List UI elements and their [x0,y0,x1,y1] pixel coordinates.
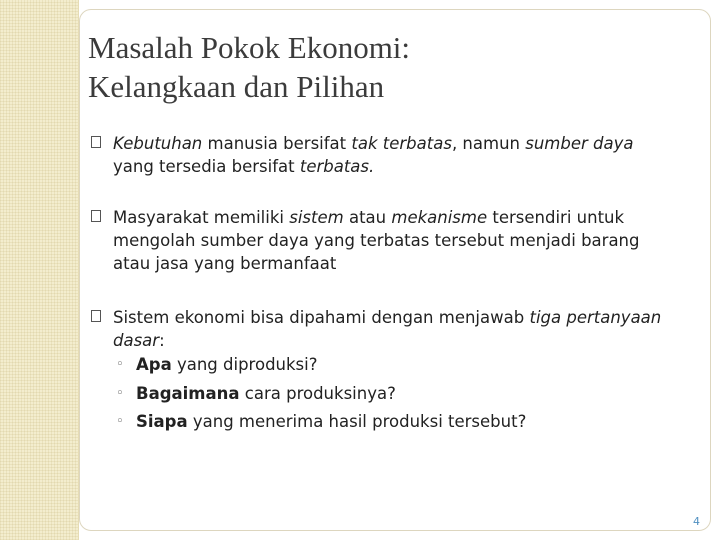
bullet3-part1: Sistem ekonomi bisa dipahami dengan menjawab [113,308,530,327]
sub-item-apa [116,353,656,376]
circle-bullet-icon: ◦ [116,357,124,372]
sub-item-siapa [116,410,656,433]
bullet1-part4: , namun [451,134,526,153]
bullet-kebutuhan [113,132,673,178]
bullet-sistem-ekonomi [113,306,673,352]
square-bullet-icon [91,136,101,148]
bullet1-part2: manusia bersifat [202,134,352,153]
sub-item-text: yang diproduksi? [171,355,318,374]
bullet3-part2: tiga pertanyaan dasar [113,308,662,350]
bullet3-part3: : [159,331,165,350]
sub-item-bold: Bagaimana [136,384,240,403]
sub-item-text: cara produksinya? [239,384,396,403]
bullet1-part6: yang tersedia bersifat [113,157,300,176]
square-bullet-icon [91,210,101,222]
bullet2-part1: Masyarakat memiliki [113,208,290,227]
bullet1-part3: tak terbatas [351,134,452,153]
sub-item-bold: Siapa [136,412,188,431]
bullet2-part5: tersendiri untuk mengolah sumber daya yang terbatas tersebut menjadi barang atau jasa yang bermanfaat [113,208,640,273]
bullet2-part3: atau [343,208,392,227]
slide-title [88,28,688,106]
sub-item-text: yang menerima hasil produksi tersebut? [187,412,527,431]
bullet2-part4: mekanisme [391,208,488,227]
circle-bullet-icon: ◦ [116,414,124,429]
bullet2-part2: sistem [289,208,344,227]
square-bullet-icon [91,310,101,322]
sub-item-bold: Apa [136,355,172,374]
circle-bullet-icon: ◦ [116,386,124,401]
bullet1-part1: Kebutuhan [113,134,203,153]
title-line-1: Masalah Pokok Ekonomi: [88,30,411,65]
sub-item-bagaimana [116,382,656,405]
decorative-side-strip [0,0,78,540]
page-number: 4 [693,515,700,528]
bullet1-part7: terbatas. [299,157,375,176]
bullet1-part5: sumber daya [525,134,634,153]
title-line-2: Kelangkaan dan Pilihan [88,69,385,104]
bullet-masyarakat [113,206,673,275]
